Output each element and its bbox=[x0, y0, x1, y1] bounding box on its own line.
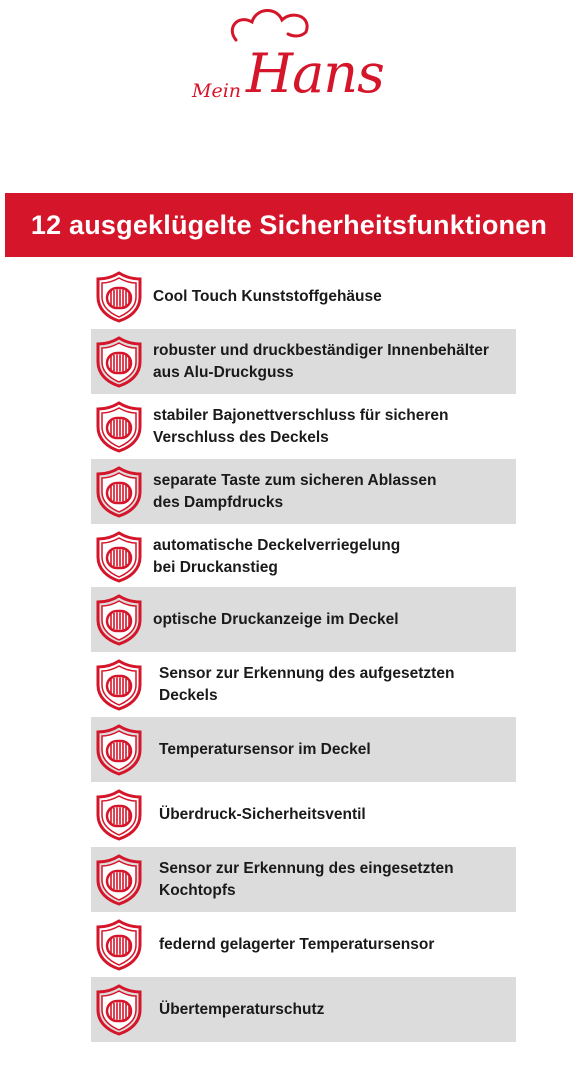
shield-icon bbox=[95, 531, 143, 583]
feature-label: automatische Deckelverriegelung bei Druckanstieg bbox=[153, 536, 401, 576]
banner-title: 12 ausgeklügelte Sicherheitsfunktionen bbox=[5, 193, 573, 257]
feature-label: stabiler Bajonettverschluss für sicheren Verschluss des Deckels bbox=[153, 406, 449, 446]
feature-label: Übertemperaturschutz bbox=[159, 1000, 325, 1018]
list-item bbox=[91, 652, 516, 717]
brand-logo bbox=[0, 0, 577, 190]
feature-label: Sensor zur Erkennung des aufgesetzten Deckels bbox=[159, 664, 455, 704]
list-item bbox=[91, 717, 516, 782]
list-item bbox=[91, 977, 516, 1042]
shield-icon bbox=[95, 271, 143, 323]
feature-label: separate Taste zum sicheren Ablassen des Dampfdrucks bbox=[153, 471, 437, 511]
shield-icon bbox=[95, 984, 143, 1036]
feature-label: Temperatursensor im Deckel bbox=[159, 740, 371, 758]
list-item bbox=[91, 459, 516, 524]
shield-icon bbox=[95, 789, 143, 841]
feature-label: optische Druckanzeige im Deckel bbox=[153, 610, 399, 628]
feature-label: Überdruck-Sicherheitsventil bbox=[159, 805, 366, 823]
shield-icon bbox=[95, 401, 143, 453]
feature-label: federnd gelagerter Temperatursensor bbox=[159, 935, 435, 953]
feature-label: robuster und druckbeständiger Innenbehälter aus Alu-Druckguss bbox=[153, 341, 489, 381]
list-item bbox=[91, 912, 516, 977]
shield-icon bbox=[95, 854, 143, 906]
list-item bbox=[91, 847, 516, 912]
list-item bbox=[91, 394, 516, 459]
list-item bbox=[91, 587, 516, 652]
brand-name: Hans bbox=[246, 42, 384, 105]
shield-icon bbox=[95, 336, 143, 388]
feature-label: Sensor zur Erkennung des eingesetzten Kochtopfs bbox=[159, 859, 454, 899]
shield-icon bbox=[95, 659, 143, 711]
shield-icon bbox=[95, 919, 143, 971]
brand-prefix: Mein bbox=[192, 80, 242, 102]
list-item bbox=[91, 264, 516, 329]
shield-icon bbox=[95, 594, 143, 646]
feature-label: Cool Touch Kunststoffgehäuse bbox=[153, 287, 382, 305]
list-item bbox=[91, 782, 516, 847]
shield-icon bbox=[95, 724, 143, 776]
list-item bbox=[91, 524, 516, 589]
shield-icon bbox=[95, 466, 143, 518]
list-item bbox=[91, 329, 516, 394]
